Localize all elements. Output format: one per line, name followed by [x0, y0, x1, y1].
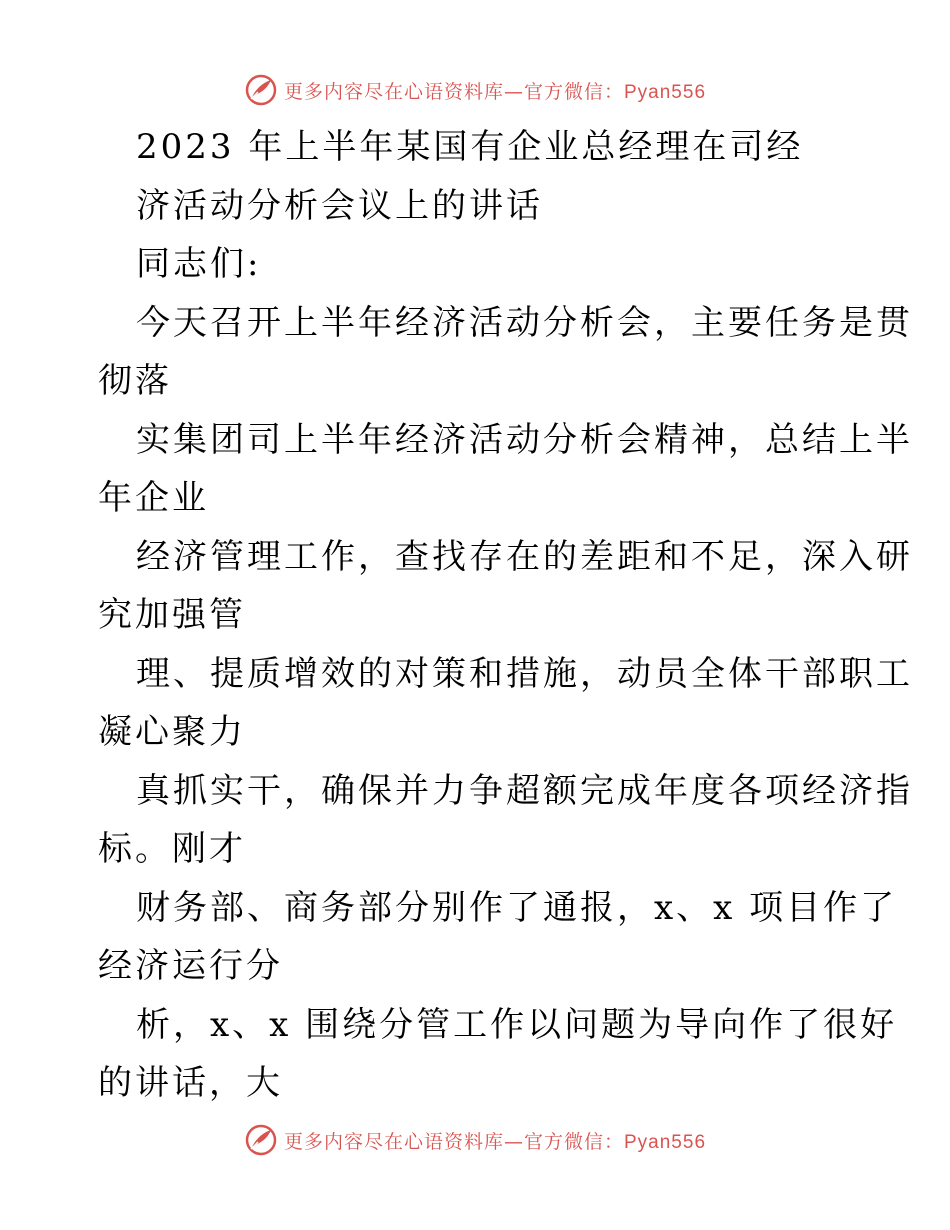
- paragraph-line: 理、提质增效的对策和措施，动员全体干部职工: [136, 653, 913, 694]
- paragraph-line: 今天召开上半年经济活动分析会，主要任务是贯: [136, 302, 913, 343]
- feather-pen-logo-icon: [244, 1123, 278, 1157]
- paragraph-line: 彻落: [98, 361, 172, 401]
- watermark-label: 更多内容尽在心语资料库—官方微信：: [283, 1130, 624, 1153]
- paragraph-line: 究加强管: [98, 595, 246, 635]
- feather-pen-logo-icon: [244, 73, 278, 107]
- document-body: [98, 118, 913, 1113]
- document-title-line: 济活动分析会议上的讲话: [136, 185, 543, 226]
- footer-watermark: [0, 1120, 950, 1160]
- watermark-id: Pyan556: [624, 1131, 707, 1153]
- paragraph-line: 标。刚才: [98, 829, 246, 869]
- paragraph-line: 实集团司上半年经济活动分析会精神，总结上半: [136, 419, 913, 460]
- watermark-text: [284, 1127, 706, 1154]
- header-watermark: [0, 70, 950, 110]
- paragraph-line: 的讲话，大: [98, 1063, 283, 1103]
- watermark-label: 更多内容尽在心语资料库—官方微信：: [283, 80, 624, 103]
- paragraph-line: 年企业: [98, 478, 209, 518]
- paragraph-line: 真抓实干，确保并力争超额完成年度各项经济指: [136, 770, 913, 811]
- paragraph-line: 经济管理工作，查找存在的差距和不足，深入研: [136, 536, 913, 577]
- paragraph-line: 同志们:: [136, 244, 262, 284]
- watermark-id: Pyan556: [624, 81, 707, 103]
- paragraph-line: 凝心聚力: [98, 712, 246, 752]
- document-title-line: 2023 年上半年某国有企业总经理在司经: [136, 127, 804, 167]
- paragraph-line: 经济运行分: [98, 946, 283, 986]
- watermark-text: [284, 77, 706, 104]
- paragraph-line: 财务部、商务部分别作了通报，x、x 项目作了: [136, 887, 898, 928]
- paragraph-line: 析，x、x 围绕分管工作以问题为导向作了很好: [136, 1004, 898, 1045]
